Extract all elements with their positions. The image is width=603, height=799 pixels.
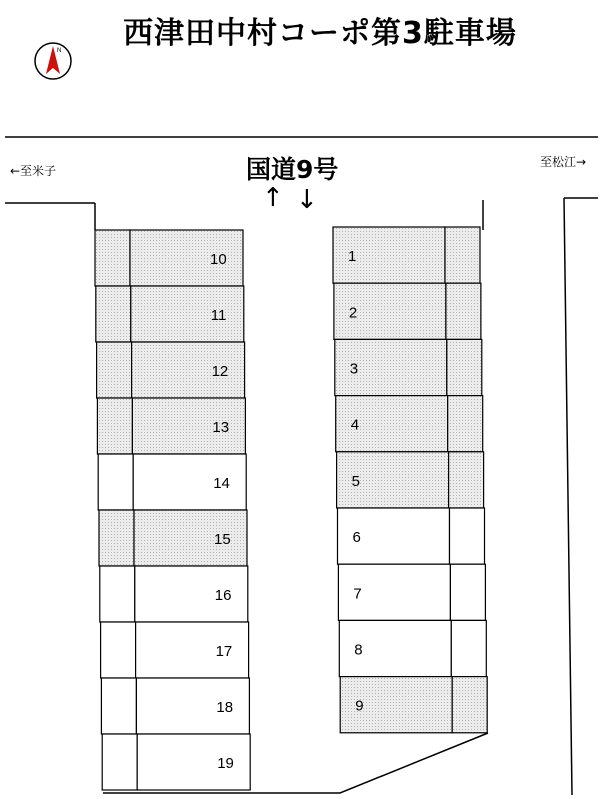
direction-matsue-label: 至松江→ xyxy=(540,155,587,169)
parking-space-15-small-cell xyxy=(99,510,134,566)
parking-space-3-small-cell xyxy=(447,339,482,395)
parking-space-number: 14 xyxy=(213,475,230,492)
parking-space-10-small-cell xyxy=(95,230,130,286)
compass-north-label: N xyxy=(57,48,62,54)
parking-space-17-small-cell xyxy=(101,622,136,678)
parking-space-number: 17 xyxy=(215,643,233,660)
parking-space-number: 13 xyxy=(212,419,230,436)
parking-space-number: 18 xyxy=(216,699,234,716)
parking-space-number: 4 xyxy=(350,416,360,434)
parking-space-16-small-cell xyxy=(100,566,135,622)
parking-space-number: 3 xyxy=(349,360,359,378)
parking-space-2-small-cell xyxy=(446,283,481,339)
parking-space-number: 2 xyxy=(348,304,358,322)
parking-space-number: 6 xyxy=(352,529,361,547)
parking-space-1-small-cell xyxy=(445,227,480,283)
parking-space-14-small-cell xyxy=(98,454,133,510)
parking-space-number: 8 xyxy=(354,641,363,659)
parking-space-6-small-cell xyxy=(450,508,485,564)
parking-space-13-small-cell xyxy=(97,398,132,454)
parking-space-number: 11 xyxy=(210,307,227,324)
parking-space-number: 15 xyxy=(214,531,231,548)
parking-space-11-small-cell xyxy=(96,286,131,342)
page-title: 西津田中村コーポ第3駐車場 xyxy=(123,16,517,51)
direction-yonago-label: ←至米子 xyxy=(10,164,57,178)
parking-space-18-small-cell xyxy=(101,678,136,734)
parking-space-9-small-cell xyxy=(452,677,487,733)
parking-space-number: 12 xyxy=(211,363,229,380)
parking-space-4-small-cell xyxy=(448,396,483,452)
parking-space-11 xyxy=(131,286,244,342)
parking-space-8-small-cell xyxy=(451,620,486,676)
parking-space-19-small-cell xyxy=(102,734,137,790)
left-parking-block xyxy=(95,230,250,790)
parking-space-5-small-cell xyxy=(449,452,484,508)
road-name-label: 国道9号 xyxy=(246,155,339,184)
parking-space-number: 19 xyxy=(217,755,234,772)
arrow-down-icon: ↓ xyxy=(296,185,318,215)
parking-space-number: 16 xyxy=(214,587,232,604)
parking-space-number: 7 xyxy=(353,585,362,603)
parking-space-12-small-cell xyxy=(97,342,132,398)
parking-space-number: 1 xyxy=(348,248,357,266)
parking-space-number: 5 xyxy=(351,472,360,490)
parking-space-7-small-cell xyxy=(450,564,485,620)
neighbor-wall xyxy=(564,198,572,795)
parking-space-number: 10 xyxy=(210,251,227,268)
parking-space-number: 9 xyxy=(355,697,364,715)
arrow-up-icon: ↑ xyxy=(262,183,284,213)
right-parking-block xyxy=(333,227,487,733)
